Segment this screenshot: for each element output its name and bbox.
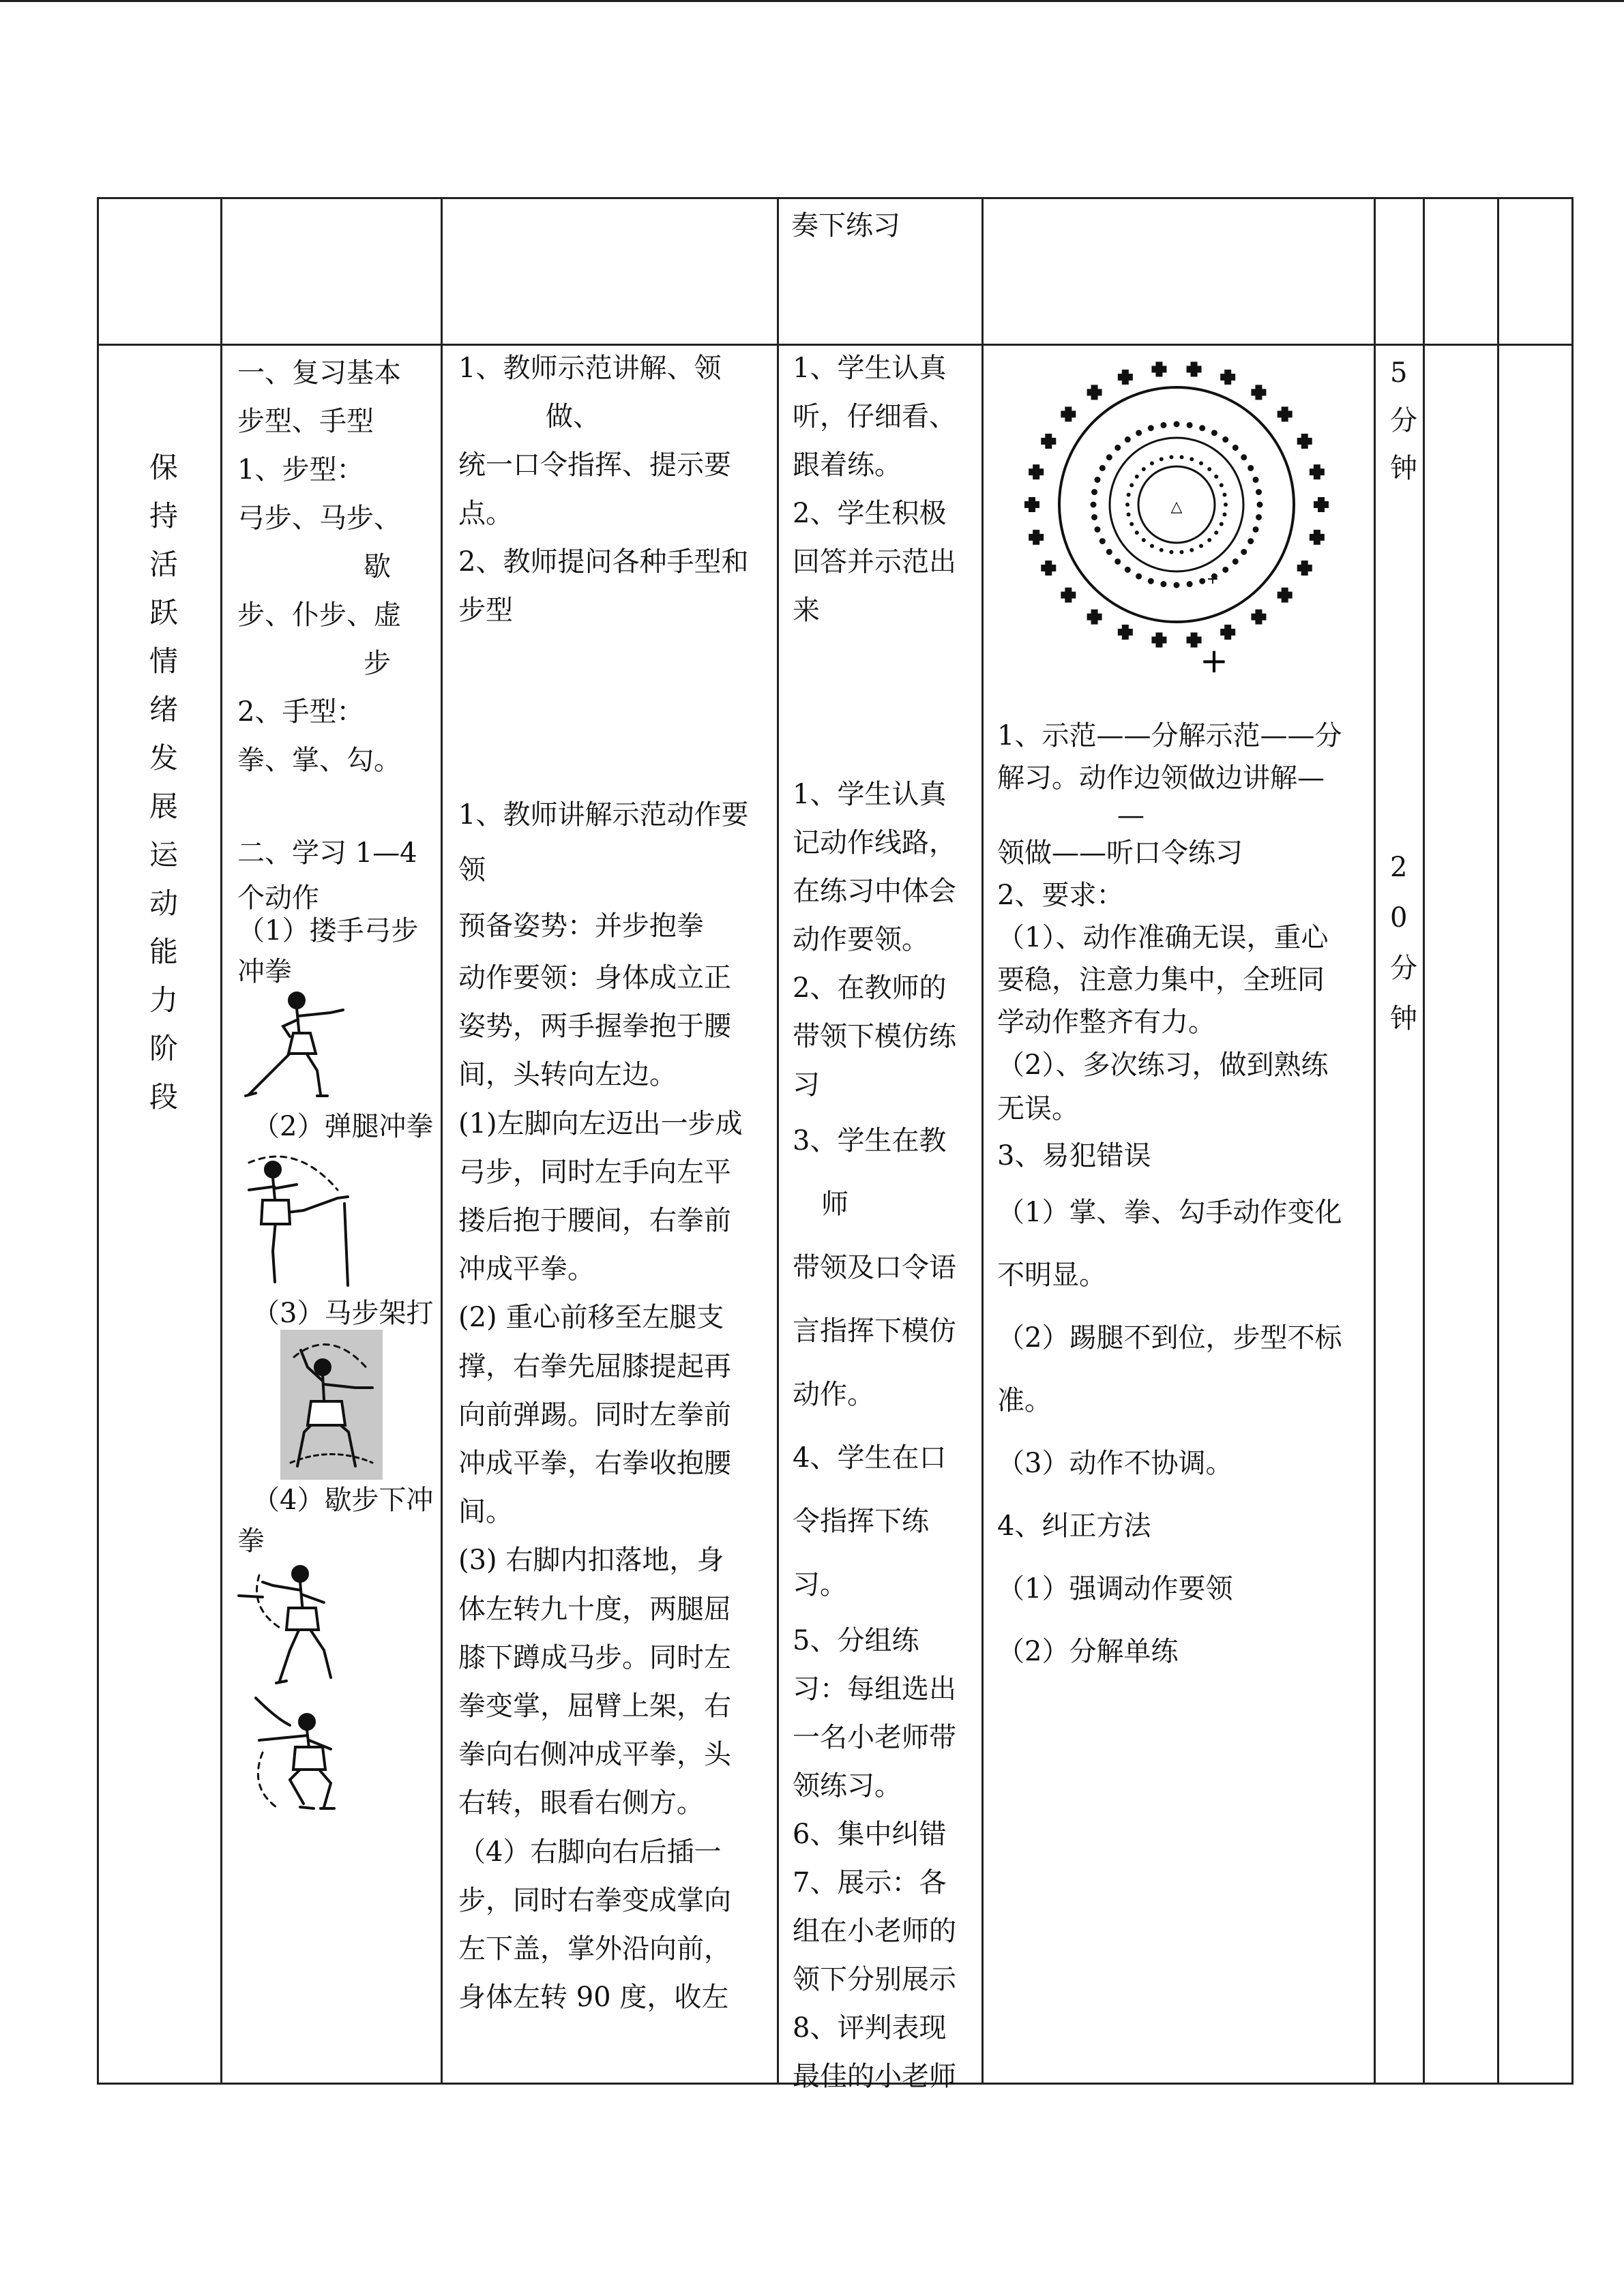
text-line: (3) 右脚内扣落地，身 — [458, 1545, 724, 1577]
student-marker — [1087, 610, 1102, 625]
student-marker — [1278, 406, 1293, 421]
time-learn — [1390, 842, 1417, 1044]
student-dot — [1211, 430, 1217, 436]
student-dot — [1142, 467, 1146, 471]
text-line: 步，同时右拳变成掌向 — [458, 1884, 731, 1916]
student-dot — [1180, 550, 1184, 554]
student-marker — [1118, 370, 1133, 385]
figure-move-4b-rest-stance-punch — [235, 1691, 358, 1817]
student-dot — [1150, 544, 1154, 548]
student-marker — [1151, 361, 1166, 376]
text-line: 6、集中纠错 — [793, 1819, 947, 1850]
text-line: 2 — [1390, 852, 1408, 883]
text-line: 做、 — [546, 401, 600, 432]
text-line: 0 — [1390, 902, 1408, 934]
text-line: 间，头转向左边。 — [458, 1059, 677, 1091]
stage-char: 情 — [149, 644, 178, 678]
text-line: （3）动作不协调。 — [997, 1448, 1233, 1479]
student-activities-learn — [793, 771, 956, 2101]
student-dot — [1127, 492, 1131, 496]
student-dot — [1247, 465, 1254, 471]
text-line: 姿势，两手握拳抱于腰 — [458, 1011, 731, 1043]
text-line: (1)左脚向左迈出一步成 — [458, 1107, 743, 1139]
text-line: 来 — [793, 595, 820, 626]
text-line: 步型 — [458, 595, 513, 626]
student-dot — [1224, 503, 1228, 507]
student-dot — [1150, 461, 1154, 465]
text-line: 1、步型： — [237, 454, 364, 486]
text-line: 带领及口令语 — [793, 1252, 956, 1283]
text-line: 2、要求： — [997, 880, 1124, 911]
text-line: 拳向右侧冲成平拳，头 — [458, 1739, 731, 1771]
student-dot — [1187, 422, 1193, 428]
student-dot — [1220, 522, 1224, 526]
student-marker — [1278, 588, 1293, 603]
text-line: 冲拳 — [237, 956, 292, 987]
text-line: 向前弹踢。同时左拳前 — [458, 1399, 731, 1431]
text-line: 3、学生在教 — [793, 1125, 947, 1157]
student-marker — [1297, 434, 1312, 449]
text-line: 左下盖，掌外沿向前， — [458, 1933, 731, 1965]
student-marker — [1251, 385, 1266, 400]
organization-notes — [997, 715, 1342, 1683]
student-dot — [1199, 425, 1205, 431]
student-dot — [1247, 538, 1254, 544]
text-line: 不明显。 — [997, 1259, 1106, 1291]
student-dot — [1169, 455, 1173, 459]
text-line: 体左转九十度，两腿屈 — [458, 1593, 731, 1625]
stage-label — [143, 443, 184, 1121]
text-line: 解习。动作边领做边讲解— — [997, 762, 1325, 794]
student-dot — [1160, 581, 1166, 587]
formation-svg — [996, 353, 1357, 681]
student-dot — [1241, 454, 1247, 460]
stage-char: 动 — [149, 886, 178, 920]
text-line: 领做——听口令练习 — [997, 837, 1243, 869]
student-marker — [1220, 370, 1235, 385]
text-line: 1、教师讲解示范动作要 — [458, 799, 749, 831]
text-line: 习。 — [793, 1569, 847, 1600]
text-line: (2) 重心前移至左腿支 — [458, 1302, 724, 1334]
stage-char: 绪 — [149, 693, 178, 726]
text-line: 一、复习基本 — [237, 357, 401, 389]
student-dot — [1136, 573, 1142, 580]
text-line: 习：每组选出 — [793, 1673, 956, 1705]
student-dot — [1253, 477, 1259, 483]
text-line: 学动作整齐有力。 — [997, 1007, 1215, 1038]
stage-char: 力 — [149, 983, 178, 1017]
text-line: 步型、手型 — [237, 406, 374, 437]
student-marker — [1310, 530, 1325, 545]
text-line: 领练习。 — [793, 1770, 902, 1802]
text-line: 二、学习 1—4 — [237, 837, 417, 869]
student-dot — [1214, 531, 1218, 535]
text-line: 动作要领。 — [793, 924, 929, 955]
text-line: （1）掌、拳、勾手动作变化 — [997, 1197, 1342, 1228]
student-dot — [1220, 483, 1224, 488]
text-line: 2、教师提问各种手型和 — [458, 546, 749, 578]
text-line: 步、仆步、虚 — [237, 599, 401, 631]
student-dot — [1160, 422, 1166, 428]
student-activities-review — [793, 344, 956, 635]
student-dot — [1125, 503, 1130, 507]
text-line: 带领下模仿练 — [793, 1021, 956, 1052]
text-line: 预备姿势：并步抱拳 — [458, 910, 704, 942]
text-line: 弓步，同时左手向左平 — [458, 1156, 731, 1188]
text-line: 动作。 — [793, 1379, 874, 1410]
text-line: 冲成平拳，右拳收抱腰 — [458, 1448, 731, 1480]
text-line: 冲成平拳。 — [458, 1253, 595, 1285]
text-line: （2）分解单练 — [997, 1636, 1179, 1667]
text-line: 听，仔细看、 — [793, 401, 956, 432]
text-line: （1）搂手弓步 — [237, 915, 419, 946]
text-line: 统一口令指挥、提示要 — [458, 449, 731, 481]
text-line: 步 — [364, 648, 391, 679]
move-3-caption — [252, 1293, 433, 1334]
text-line: 在练习中体会 — [793, 876, 956, 907]
student-dot — [1125, 436, 1131, 443]
student-dot — [1222, 567, 1228, 573]
text-line: 5、分组练 — [793, 1625, 919, 1656]
figure-move-3-horse-stance-block-punch — [280, 1330, 383, 1480]
student-marker — [1220, 625, 1235, 640]
top-row-practice-text: 奏下练习 — [791, 210, 900, 241]
student-dot — [1222, 436, 1228, 443]
student-dot — [1130, 483, 1134, 488]
col-line-9 — [1571, 197, 1574, 2085]
stage-char: 运 — [149, 838, 178, 871]
figure-move-2-snap-kick-punch — [235, 1149, 365, 1289]
stage-char: 持 — [149, 499, 178, 533]
stage-char: 展 — [149, 790, 178, 823]
text-line: 歇 — [364, 551, 391, 582]
text-line: （4）歇步下冲 — [252, 1485, 434, 1516]
row-line-top — [97, 197, 1574, 199]
text-line: 钟 — [1390, 1003, 1417, 1034]
text-line: 记动作线路， — [793, 827, 956, 859]
student-dot — [1094, 477, 1100, 483]
col-line-4 — [777, 197, 779, 2085]
stage-char: 跃 — [149, 596, 178, 629]
text-line: 一名小老师带 — [793, 1722, 956, 1753]
student-dot — [1125, 567, 1131, 573]
student-dot — [1148, 578, 1154, 584]
text-line: 组在小老师的 — [793, 1915, 956, 1947]
student-dot — [1142, 538, 1146, 542]
figure-move-4a-cross-step — [235, 1555, 358, 1691]
student-marker — [1061, 406, 1076, 421]
student-dot — [1091, 514, 1097, 520]
student-dot — [1207, 538, 1211, 542]
student-marker — [1041, 434, 1056, 449]
text-line: 2、学生积极 — [793, 498, 947, 529]
teacher-mark: + — [1200, 641, 1228, 681]
move-2-caption — [252, 1106, 433, 1147]
student-dot — [1187, 581, 1193, 587]
student-marker — [1187, 361, 1202, 376]
student-dot — [1257, 502, 1263, 508]
col-line-2 — [220, 197, 222, 2085]
student-dot — [1256, 514, 1262, 520]
student-dot — [1135, 475, 1139, 479]
stage-char: 保 — [149, 451, 178, 484]
student-dot — [1207, 467, 1211, 471]
student-marker — [1024, 497, 1039, 512]
student-dot — [1241, 549, 1247, 555]
student-dot — [1091, 489, 1097, 495]
col-line-5 — [981, 197, 984, 2085]
student-marker — [1061, 588, 1076, 603]
text-line: 8、评判表现 — [793, 2012, 947, 2044]
move-1-caption — [237, 910, 418, 992]
student-marker — [1314, 497, 1329, 512]
student-dot — [1222, 513, 1226, 517]
student-dot — [1091, 502, 1097, 508]
text-line: 3、易犯错误 — [997, 1140, 1151, 1172]
figure-move-1-bow-stance-punch — [235, 985, 358, 1105]
student-marker — [1118, 625, 1133, 640]
move-4-caption — [237, 1480, 433, 1562]
text-line: 弓步、马步、 — [237, 503, 401, 534]
text-line: （1）、动作准确无误，重心 — [997, 922, 1329, 953]
student-marker — [1041, 561, 1056, 576]
text-line: 拳 — [237, 1525, 265, 1557]
text-line: 2、手型： — [237, 696, 364, 728]
teacher-mark-small: + — [1206, 571, 1220, 588]
student-dot — [1094, 526, 1100, 533]
student-marker — [1029, 530, 1044, 545]
text-line: 右转，眼看右侧方。 — [458, 1787, 704, 1819]
student-dot — [1169, 550, 1173, 554]
page-top-edge — [0, 0, 1624, 2]
text-line: 准。 — [997, 1385, 1052, 1416]
text-line: 1、学生认真 — [793, 353, 947, 384]
student-dot — [1106, 454, 1112, 460]
student-dot — [1174, 582, 1180, 588]
student-dot — [1130, 522, 1134, 526]
text-line: 师 — [821, 1189, 848, 1220]
student-dot — [1232, 445, 1239, 451]
student-marker — [1087, 385, 1102, 400]
student-dot — [1148, 425, 1154, 431]
col-line-8 — [1497, 197, 1499, 2085]
col-line-6 — [1374, 197, 1376, 2085]
student-dot — [1136, 430, 1142, 436]
text-line: 1、教师示范讲解、领 — [458, 353, 722, 384]
text-line: 5 — [1390, 357, 1408, 389]
text-line: （3）马步架打 — [252, 1298, 434, 1329]
text-line: 跟着练。 — [793, 449, 902, 481]
student-dot — [1106, 549, 1112, 555]
text-line: 领下分别展示 — [793, 1964, 956, 1995]
student-dot — [1174, 421, 1180, 428]
teacher-activities-learn — [458, 788, 748, 2022]
student-dot — [1232, 558, 1239, 565]
formation-diagram — [996, 353, 1357, 681]
center-marker: △ — [1170, 498, 1183, 516]
stage-char: 活 — [149, 548, 178, 581]
text-line: 个动作 — [237, 882, 319, 914]
student-dot — [1099, 465, 1106, 471]
text-line: 动作要领：身体成立正 — [458, 962, 731, 994]
student-dot — [1127, 513, 1131, 517]
text-line: 习 — [793, 1069, 820, 1101]
text-line: （2）、多次练习，做到熟练 — [997, 1049, 1329, 1081]
stage-char: 段 — [149, 1080, 178, 1114]
text-line: 2、在教师的 — [793, 972, 947, 1004]
text-line: 要稳，注意力集中，全班同 — [997, 964, 1325, 996]
text-line: （4）右脚向右后插一 — [458, 1836, 722, 1868]
text-line: 膝下蹲成马步。同时左 — [458, 1641, 731, 1673]
text-line: 1、示范——分解示范——分 — [997, 720, 1342, 751]
student-marker — [1151, 633, 1166, 648]
student-dot — [1190, 548, 1194, 552]
student-dot — [1222, 492, 1226, 496]
text-line: （2）弹腿冲拳 — [252, 1111, 434, 1142]
student-marker — [1310, 464, 1325, 479]
text-line: 7、展示：各 — [793, 1867, 947, 1898]
student-dot — [1199, 578, 1205, 584]
text-line: 拳、掌、勾。 — [237, 745, 401, 776]
text-line: 言指挥下模仿 — [793, 1315, 956, 1347]
text-line: 最佳的小老师 — [793, 2061, 956, 2092]
student-marker — [1251, 610, 1266, 625]
stage-char: 发 — [149, 741, 178, 775]
stage-char: 能 — [149, 935, 178, 968]
student-dot — [1099, 538, 1106, 544]
student-dot — [1214, 475, 1218, 479]
text-line: 1、学生认真 — [793, 779, 947, 810]
student-dot — [1253, 526, 1259, 533]
text-line: — — [1117, 800, 1145, 831]
time-review — [1390, 349, 1417, 492]
text-line: （1）强调动作要领 — [997, 1573, 1233, 1605]
text-line: 令指挥下练 — [793, 1506, 929, 1537]
text-line: 钟 — [1390, 453, 1417, 484]
text-line: 4、学生在口 — [793, 1442, 947, 1474]
student-dot — [1160, 548, 1164, 552]
text-line: （2）踢腿不到位，步型不标 — [997, 1322, 1342, 1354]
student-dot — [1160, 457, 1164, 461]
text-line: 分 — [1390, 953, 1417, 984]
student-dot — [1199, 544, 1203, 548]
student-dot — [1135, 531, 1139, 535]
student-marker — [1297, 561, 1312, 576]
student-dot — [1199, 461, 1203, 465]
student-dot — [1114, 558, 1121, 565]
student-dot — [1190, 457, 1194, 461]
content-review — [237, 349, 401, 785]
text-line: 点。 — [458, 498, 513, 529]
student-dot — [1180, 455, 1184, 459]
text-line: 4、纠正方法 — [997, 1510, 1151, 1542]
text-line: 领 — [458, 854, 486, 886]
text-line: 分 — [1390, 405, 1417, 436]
text-line: 拳变掌，屈臂上架，右 — [458, 1690, 731, 1723]
col-line-1 — [97, 197, 99, 2085]
text-line: 回答并示范出 — [793, 546, 956, 578]
teacher-activities-review — [458, 344, 748, 635]
text-line: 无误。 — [997, 1093, 1079, 1124]
text-line: 身体左转 90 度，收左 — [458, 1982, 729, 2014]
content-learn-heading — [237, 831, 417, 921]
text-line: 搂后抱于腰间，右拳前 — [458, 1205, 731, 1237]
student-dot — [1256, 489, 1262, 495]
col-line-7 — [1423, 197, 1425, 2085]
text-line: 间。 — [458, 1496, 513, 1528]
col-line-3 — [441, 197, 443, 2085]
text-line: 撑，右拳先屈膝提起再 — [458, 1350, 731, 1382]
student-dot — [1114, 445, 1121, 451]
stage-char: 阶 — [149, 1032, 178, 1065]
student-marker — [1029, 464, 1044, 479]
